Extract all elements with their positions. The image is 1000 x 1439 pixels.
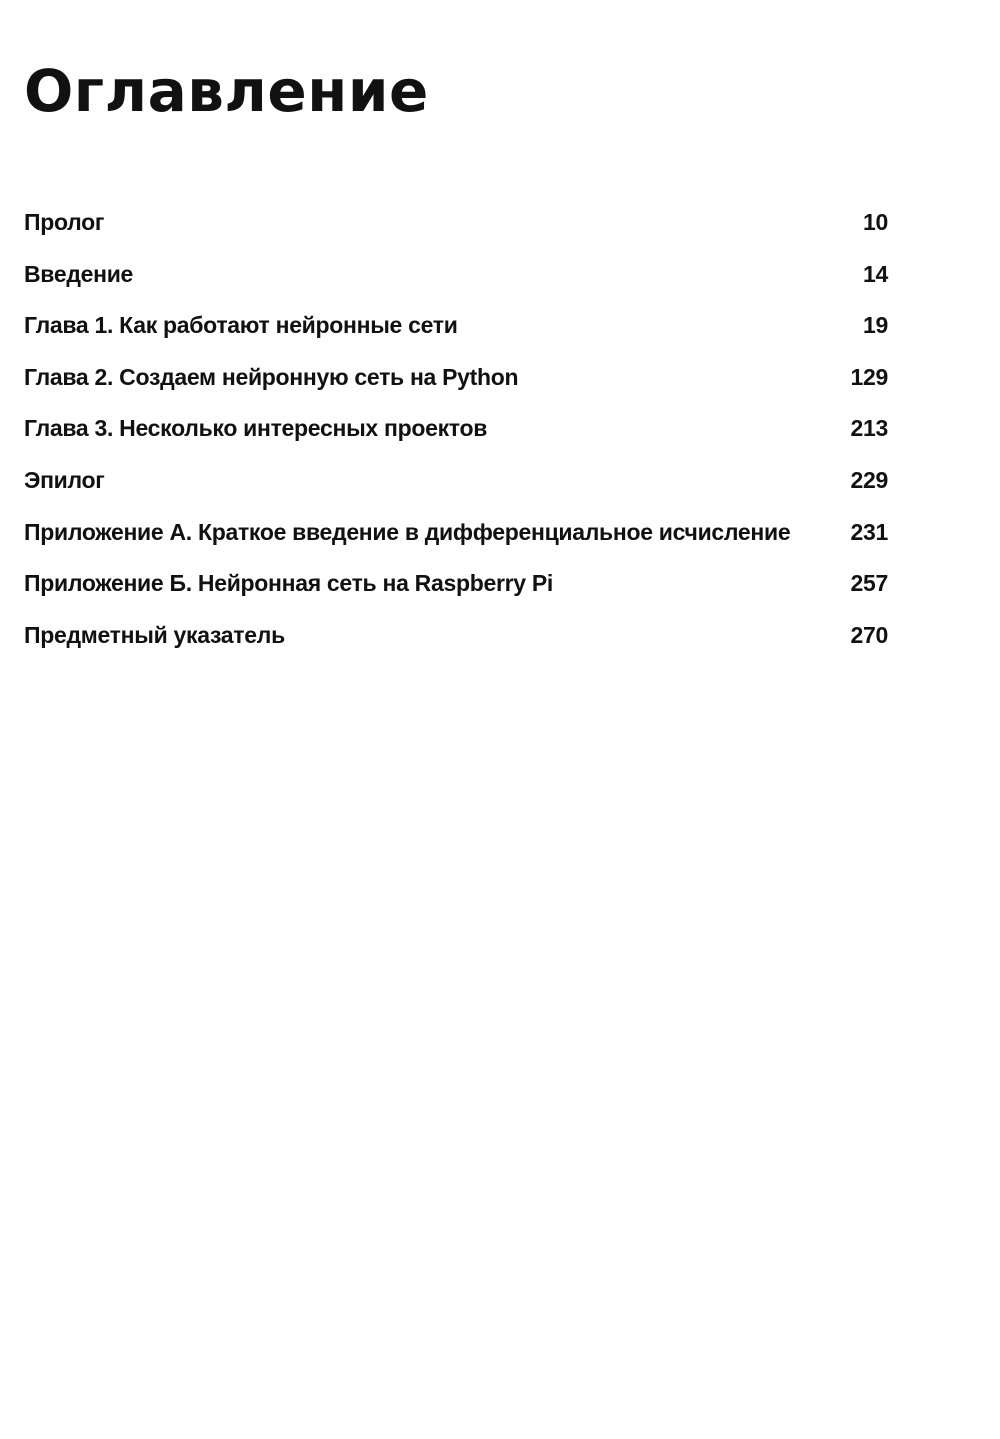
toc-entry-label: Приложение А. Краткое введение в дифференциальное исчисление: [24, 518, 791, 545]
toc-entry-page-number: 19: [863, 312, 888, 339]
toc-entry-label: Предметный указатель: [24, 621, 285, 648]
toc-entry-page-number: 270: [850, 621, 888, 648]
toc-entry-label: Введение: [24, 260, 134, 287]
toc-entry-epilogue[interactable]: [24, 460, 888, 512]
toc-entry-label: Приложение Б. Нейронная сеть на Raspberry Pi: [24, 570, 553, 597]
toc-entry-label: Глава 2. Создаем нейронную сеть на Python: [24, 363, 519, 390]
toc-entry-label: Глава 1. Как работают нейронные сети: [24, 312, 458, 339]
toc-entry-label: Пролог: [24, 209, 105, 235]
toc-entry-page-number: 213: [850, 415, 888, 442]
toc-entry-page-number: 14: [863, 260, 888, 287]
toc-entry-appendix-b[interactable]: [24, 563, 888, 615]
toc-entry-prologue[interactable]: [24, 202, 888, 254]
toc-entry-chapter-3[interactable]: [24, 408, 888, 460]
toc-entry-label: Эпилог: [24, 466, 105, 493]
toc-entry-index[interactable]: [24, 615, 888, 667]
toc-entry-page-number: 231: [850, 518, 888, 545]
toc-entry-chapter-1[interactable]: [24, 305, 888, 357]
toc-entry-introduction[interactable]: [24, 254, 888, 306]
page-title: Оглавление: [24, 57, 429, 125]
toc-entry-label: Глава 3. Несколько интересных проектов: [24, 415, 488, 442]
toc-entry-appendix-a[interactable]: [24, 512, 888, 564]
table-of-contents: [24, 202, 888, 666]
toc-entry-page-number: 10: [863, 209, 888, 235]
toc-entry-page-number: 257: [850, 570, 888, 597]
toc-entry-chapter-2[interactable]: [24, 357, 888, 409]
toc-entry-page-number: 229: [850, 466, 888, 493]
toc-entry-page-number: 129: [850, 363, 888, 390]
